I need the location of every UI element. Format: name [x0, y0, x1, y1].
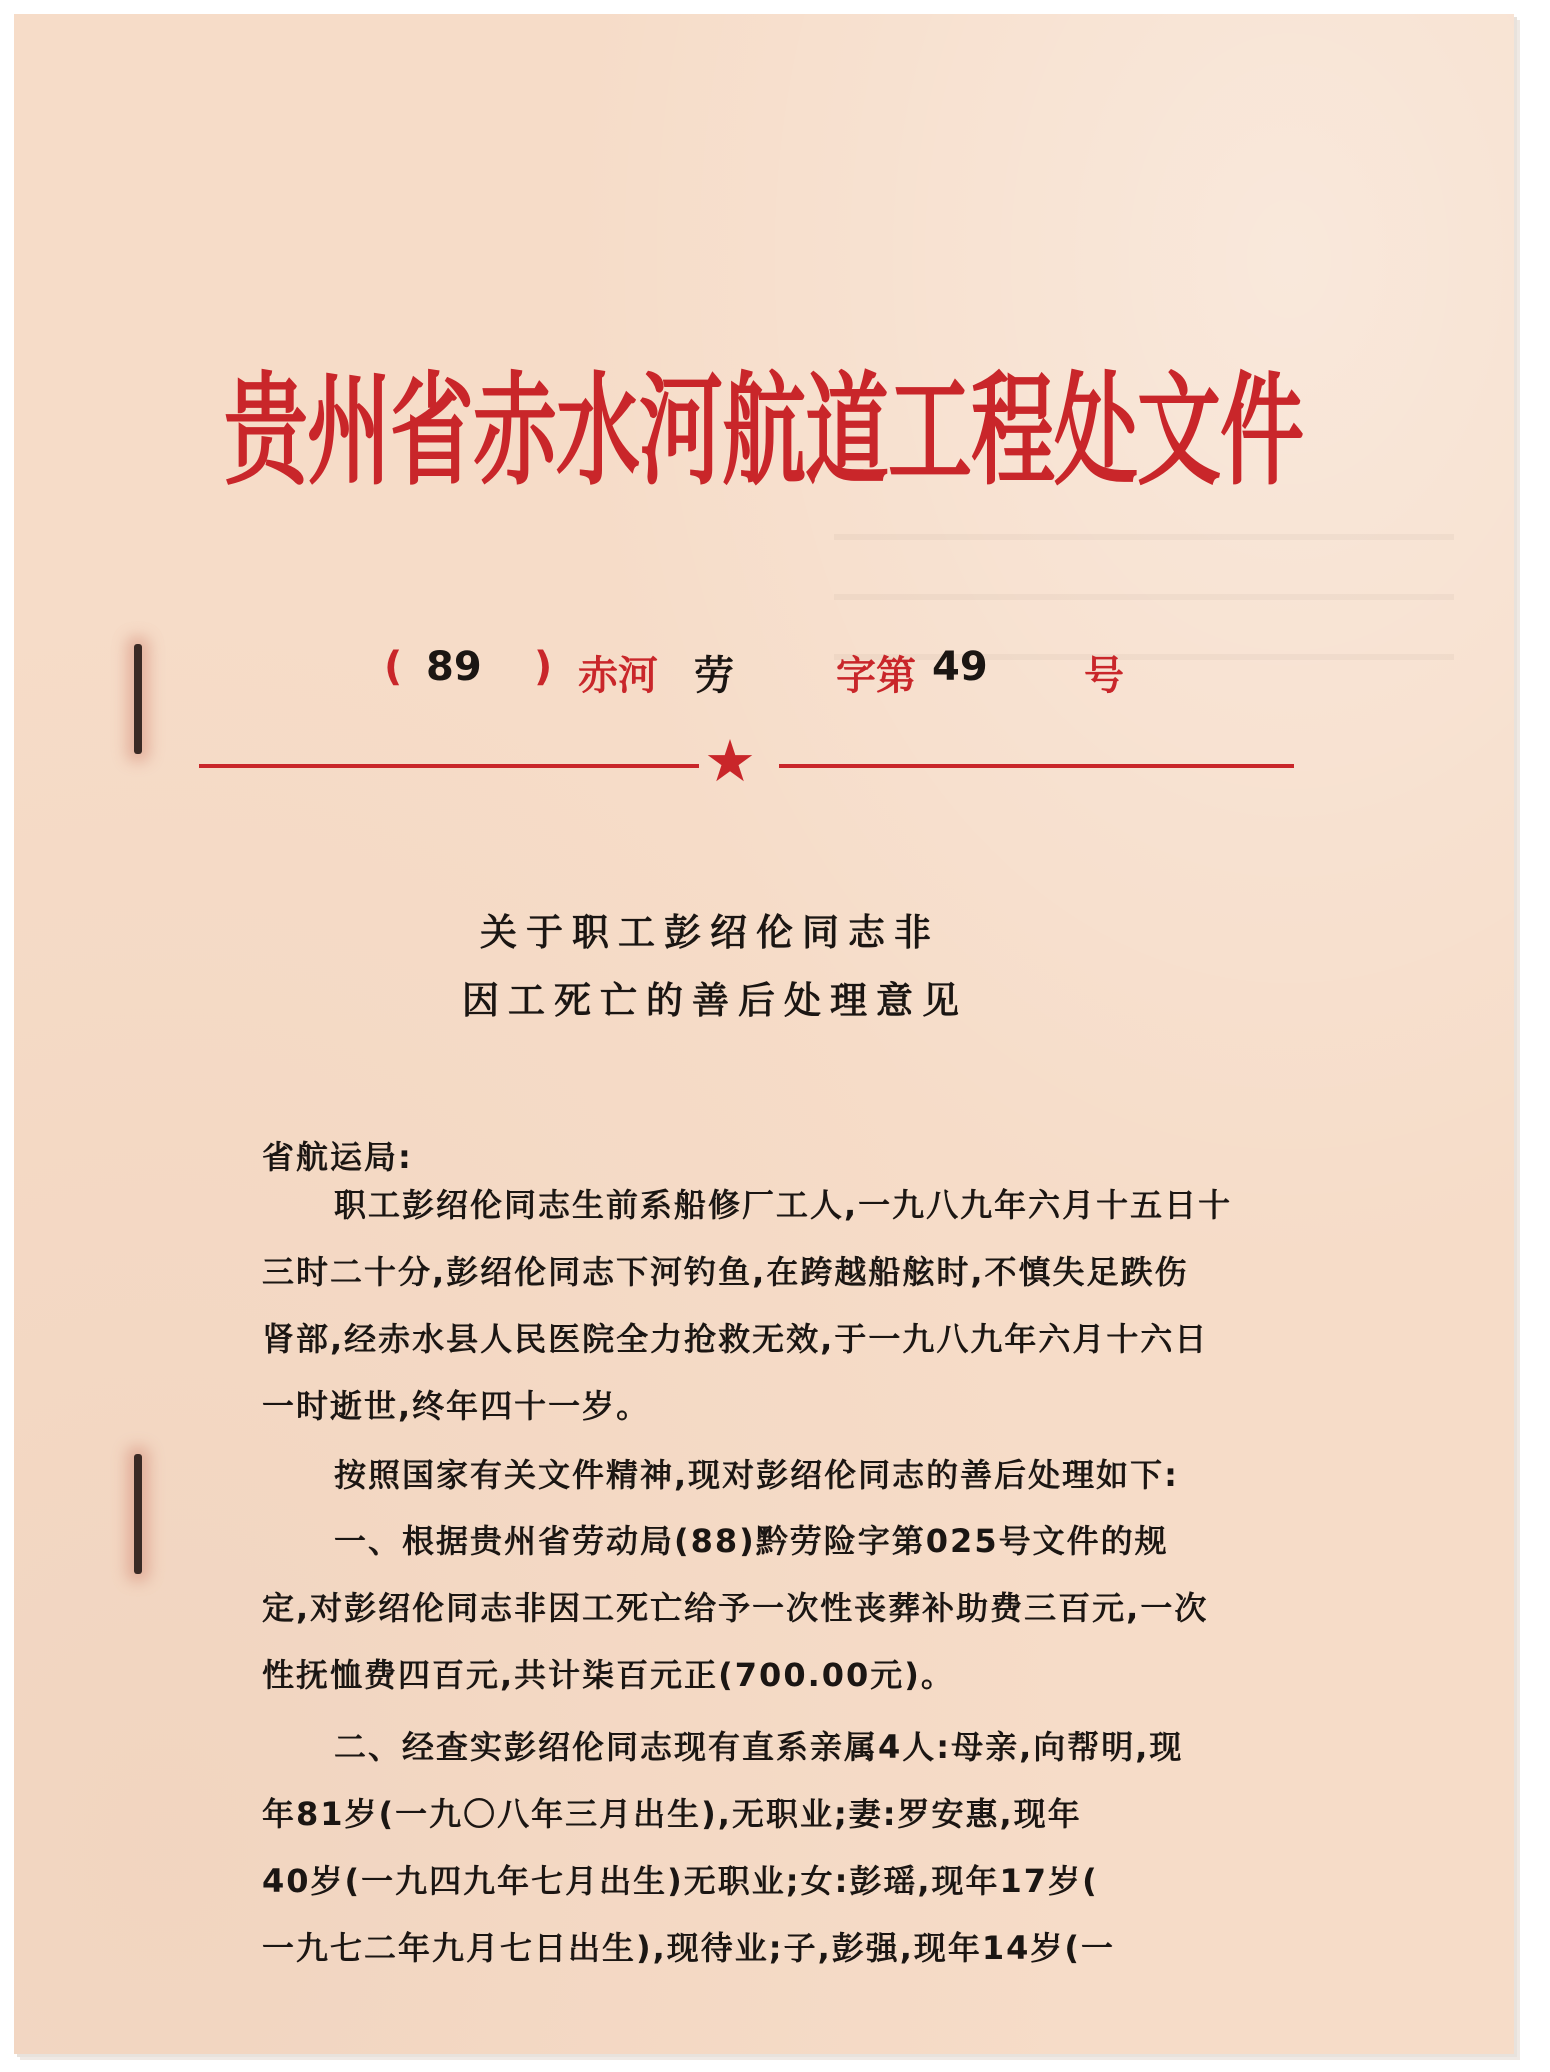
divider-line-right — [779, 764, 1294, 768]
docno-suffix: 号 — [1084, 653, 1124, 699]
letterhead-title: 贵州省赤水河航道工程处文件 — [224, 358, 1304, 503]
paragraph-1 — [262, 1180, 1342, 1440]
docno-close-paren: ) — [534, 644, 553, 690]
paragraph-line: 40岁(一九四九年七月出生)无职业;女:彭瑶,现年17岁( — [262, 1862, 1099, 1900]
show-through-text — [834, 594, 1454, 600]
docno-prefix: 赤河 — [578, 653, 658, 699]
paragraph-line: 按照国家有关文件精神,现对彭绍伦同志的善后处理如下: — [334, 1456, 1179, 1494]
paragraph-3 — [262, 1516, 1342, 1716]
paragraph-line: 性抚恤费四百元,共计柒百元正(700.00元)。 — [262, 1656, 955, 1694]
paragraph-2 — [262, 1450, 1342, 1500]
document-page — [14, 14, 1514, 2054]
show-through-text — [834, 534, 1454, 540]
docno-label: 字第 — [836, 653, 916, 699]
docno-open-paren: ( — [384, 644, 403, 690]
subject-line-1: 关于职工彭绍伦同志非 — [480, 911, 940, 954]
addressee: 省航运局: — [262, 1138, 413, 1176]
paragraph-line: 三时二十分,彭绍伦同志下河钓鱼,在跨越船舷时,不慎失足跌伤 — [262, 1253, 1189, 1291]
paragraph-line: 二、经查实彭绍伦同志现有直系亲属4人:母亲,向帮明,现 — [334, 1728, 1184, 1766]
show-through-text — [834, 654, 1454, 660]
paragraph-line: 职工彭绍伦同志生前系船修厂工人,一九八九年六月十五日十 — [334, 1186, 1233, 1224]
docno-category: 劳 — [694, 653, 734, 699]
staple-top — [134, 644, 142, 754]
paragraph-line: 一时逝世,终年四十一岁。 — [262, 1387, 651, 1425]
docno-year: 89 — [426, 644, 482, 690]
docno-number: 49 — [932, 644, 988, 690]
divider-line-left — [199, 764, 699, 768]
paragraph-line: 定,对彭绍伦同志非因工死亡给予一次性丧葬补助费三百元,一次 — [262, 1589, 1209, 1627]
paragraph-line: 一、根据贵州省劳动局(88)黔劳险字第025号文件的规 — [334, 1522, 1169, 1560]
paragraph-line: 肾部,经赤水县人民医院全力抢救无效,于一九八九年六月十六日 — [262, 1320, 1209, 1358]
paragraph-line: 年81岁(一九〇八年三月出生),无职业;妻:罗安惠,现年 — [262, 1795, 1082, 1833]
star-icon: ★ — [704, 727, 756, 795]
paragraph-4 — [262, 1722, 1342, 1982]
staple-bottom — [134, 1454, 142, 1574]
subject-line-2: 因工死亡的善后处理意见 — [462, 979, 968, 1022]
paragraph-line: 一九七二年九月七日出生),现待业;子,彭强,现年14岁(一 — [262, 1929, 1116, 1967]
red-divider — [199, 727, 1294, 798]
